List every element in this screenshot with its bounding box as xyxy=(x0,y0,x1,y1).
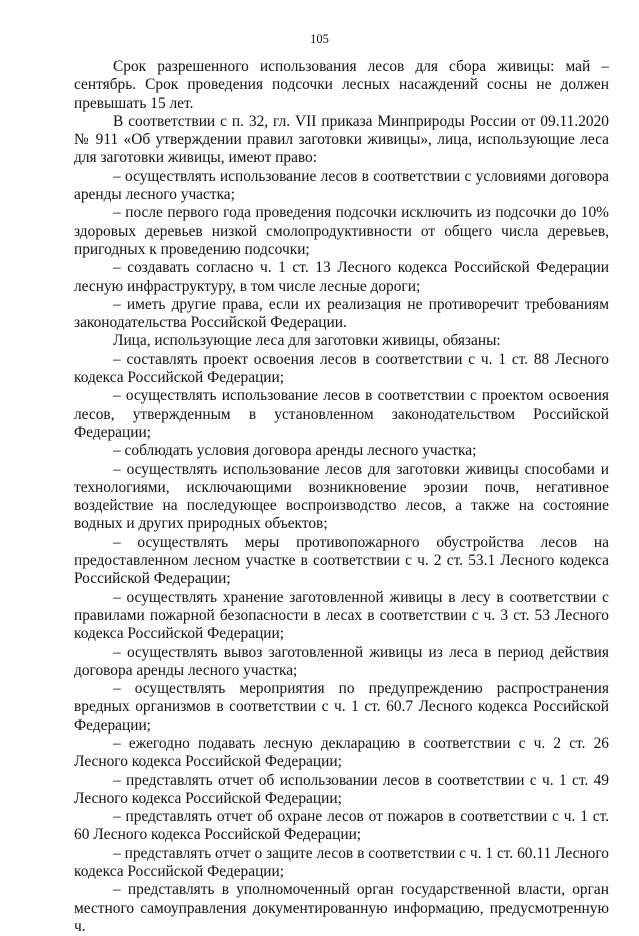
document-body xyxy=(74,58,609,936)
list-item-obligation-6: – осуществлять хранение заготовленной живицы в лесу в соответствии с правилами пожарной безопасности в лесах в соответствии с ч. 3 ст. 53 Лесного кодекса Российской Федерации; xyxy=(74,588,609,643)
list-item-obligation-13: – представлять в уполномоченный орган государственной власти, орган местного самоуправления документированную информацию, предусмотренную ч. xyxy=(74,881,609,935)
list-item-obligation-11: – представлять отчет об охране лесов от пожаров в соответствии с ч. 1 ст. 60 Лесного кодекса Российской Федерации; xyxy=(74,808,609,844)
list-item-obligation-7: – осуществлять вывоз заготовленной живицы из леса в период действия договора аренды лесного участка; xyxy=(74,643,609,679)
list-item-obligation-2: – осуществлять использование лесов в соответствии с проектом освоения лесов, утвержденным в установленном законодательством Российской Федерации; xyxy=(74,387,609,441)
page-number: 105 xyxy=(310,32,329,46)
list-item-right-3: – создавать согласно ч. 1 ст. 13 Лесного кодекса Российской Федерации лесную инфраструктуру, в том числе лесные дороги; xyxy=(74,259,609,295)
list-item-right-2: – после первого года проведения подсочки исключить из подсочки до 10% здоровых деревьев низкой смолопродуктивности от общего числа деревьев, пригодных к проведению подсочки; xyxy=(74,204,609,258)
paragraph-obligations-intro: Лица, использующие леса для заготовки живицы, обязаны: xyxy=(113,332,501,350)
list-item-obligation-5: – осуществлять меры противопожарного обустройства лесов на предоставленном лесном участке в соответствии с ч. 2 ст. 53.1 Лесного кодекса Российской Федерации; xyxy=(74,533,609,588)
paragraph-harvest-period: Срок разрешенного использования лесов для сбора живицы: май – сентябрь. Срок проведения подсочки лесных насаждений сосны не должен превышать 15 лет. xyxy=(74,58,609,112)
list-item-right-1: – осуществлять использование лесов в соответствии с условиями договора аренды лесного участка; xyxy=(74,167,609,204)
list-item-obligation-8: – осуществлять мероприятия по предупреждению распространения вредных организмов в соответствии с ч. 1 ст. 60.7 Лесного кодекса Российской Федерации; xyxy=(74,680,609,734)
list-item-obligation-10: – представлять отчет об использовании лесов в соответствии с ч. 1 ст. 49 Лесного кодекса Российской Федерации; xyxy=(74,771,609,807)
list-item-obligation-3: – соблюдать условия договора аренды лесного участка; xyxy=(113,442,477,460)
paragraph-rights-intro: В соответствии с п. 32, гл. VII приказа Минприроды России от 09.11.2020 № 911 «Об утверждении правил заготовки живицы», лица, использующие леса для заготовки живицы, имеют право: xyxy=(74,112,609,167)
list-item-obligation-1: – составлять проект освоения лесов в соответствии с ч. 1 ст. 88 Лесного кодекса Российской Федерации; xyxy=(74,350,609,387)
list-item-obligation-12: – представлять отчет о защите лесов в соответствии с ч. 1 ст. 60.11 Лесного кодекса Российской Федерации; xyxy=(74,844,609,881)
list-item-right-4: – иметь другие права, если их реализация не противоречит требованиям законодательства Российской Федерации. xyxy=(74,295,609,332)
list-item-obligation-9: – ежегодно подавать лесную декларацию в соответствии с ч. 2 ст. 26 Лесного кодекса Российской Федерации; xyxy=(74,734,609,771)
list-item-obligation-4: – осуществлять использование лесов для заготовки живицы способами и технологиями, исключающими возникновение эрозии почв, негативное воздействие на последующее воспроизводство лесов, а также на состояние водных и других природных объектов; xyxy=(74,460,609,533)
